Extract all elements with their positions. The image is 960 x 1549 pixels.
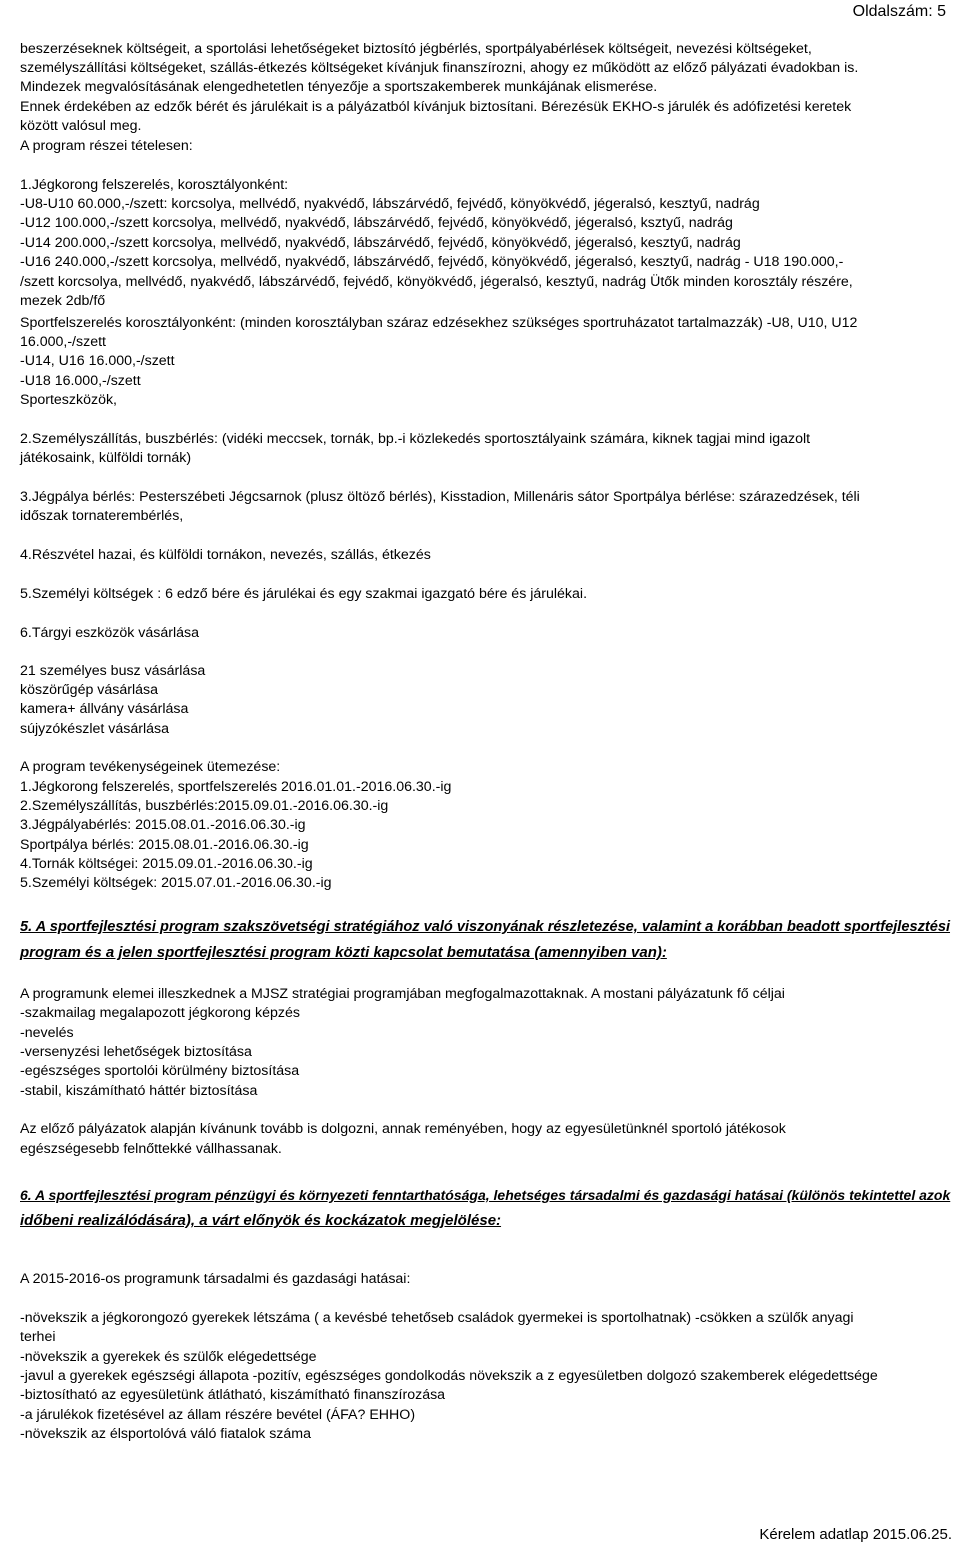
text-line: 6.Tárgyi eszközök vásárlása: [20, 625, 199, 641]
text-line: Sportfelszerelés korosztályonként: (minden korosztályban száraz edzésekhez szükséges sportruházatot tartalmazzák) -U8, U10, U12: [20, 315, 858, 331]
text-line: -U8-U10 60.000,-/szett: korcsolya, mellvédő, nyakvédő, lábszárvédő, fejvédő, könyökvédő, jégeralsó, kesztyű, nadrág: [20, 196, 760, 212]
text-line: -U14 200.000,-/szett korcsolya, mellvédő, nyakvédő, lábszárvédő, fejvédő, könyökvédő, jégeralsó, kesztyű, nadrág: [20, 235, 741, 251]
text-line: -növekszik a jégkorongozó gyerekek létszáma ( a kevésbé tehetőseb családok gyermekei is sportolhatnak) -csökken a szülők anyagi: [20, 1310, 854, 1326]
text-line: 3.Jégpályabérlés: 2015.08.01.-2016.06.30.-ig: [20, 817, 306, 833]
text-line: 21 személyes busz vásárlása: [20, 663, 206, 679]
text-line: Sporteszközök,: [20, 392, 117, 408]
text-line: -szakmailag megalapozott jégkorong képzés: [20, 1005, 300, 1021]
text-line: A program részei tételesen:: [20, 138, 193, 154]
text-line: között valósul meg.: [20, 118, 142, 134]
text-line: -biztosítható az egyesületünk átlátható, kiszámítható finanszírozása: [20, 1387, 446, 1403]
text-line: -egészséges sportolói körülmény biztosítása: [20, 1063, 300, 1079]
text-line: 5.Személyi költségek : 6 edző bére és járulékai és egy szakmai igazgató bére és járulékai.: [20, 586, 588, 602]
text-line: -U12 100.000,-/szett korcsolya, mellvédő, nyakvédő, lábszárvédő, fejvédő, könyökvédő, jégeralsó, ksztyű, nadrág: [20, 215, 733, 231]
text-line: /szett korcsolya, mellvédő, nyakvédő, lábszárvédő, fejvédő, könyökvédő, jégeralsó, kesztyű, nadrág Ütők minden korosztály részére,: [20, 274, 853, 290]
text-line: játékosaink, külföldi tornák): [20, 450, 192, 466]
text-line: Mindezek megvalósításának elengedhetetlen tényezője a sportszakemberek munkájának elismerése.: [20, 79, 658, 95]
text-line: Ennek érdekében az edzők bérét és járulékait is a pályázatból kívánjuk biztosítani. Bérezésük EKHO-s járulék és adófizetési keretek: [20, 99, 852, 115]
text-line: egészségesebb felnőttekké vállhassanak.: [20, 1141, 282, 1157]
text-line: 2.Személyszállítás, buszbérlés: (vidéki meccsek, tornák, bp.-i közlekedés sportosztályaink számára, kiknek tagjai mind igazolt: [20, 431, 811, 447]
text-line: 16.000,-/szett: [20, 334, 106, 350]
section-heading: program és a jelen sportfejlesztési program közti kapcsolat bemutatása (amennyiben van):: [20, 944, 667, 961]
text-line: sújyzókészlet vásárlása: [20, 721, 170, 737]
text-line: személyszállítási költségeket, szállás-étkezés költségeket kívánjuk finanszírozni, ahogy ez működött az előző pályázati évadokban is.: [20, 60, 859, 76]
text-line: -U14, U16 16.000,-/szett: [20, 353, 175, 369]
text-line: 2.Személyszállítás, buszbérlés:2015.09.01.-2016.06.30.-ig: [20, 798, 389, 814]
text-line: 1.Jégkorong felszerelés, sportfelszerelés 2016.01.01.-2016.06.30.-ig: [20, 779, 452, 795]
text-line: -növekszik az élsportolóvá váló fiatalok száma: [20, 1426, 311, 1442]
text-line: -stabil, kiszámítható háttér biztosítása: [20, 1083, 258, 1099]
text-line: terhei: [20, 1329, 56, 1345]
text-line: A program tevékenységeinek ütemezése:: [20, 759, 281, 775]
text-line: 3.Jégpálya bérlés: Pesterszébeti Jégcsarnok (plusz öltöző bérlés), Kisstadion, Millenáris sátor Sportpálya bérlése: szárazedzések, téli: [20, 489, 860, 505]
text-line: -versenyzési lehetőségek biztosítása: [20, 1044, 252, 1060]
section-heading: 5. A sportfejlesztési program szakszövetségi stratégiához való viszonyának részletezése, valamint a korábban beadott sportfejlesztési: [20, 919, 951, 935]
text-line: Az előző pályázatok alapján kívánunk tovább is dolgozni, annak reményében, hogy az egyesületünknél sportoló játékosok: [20, 1121, 786, 1137]
page-number: Oldalszám: 5: [852, 3, 946, 20]
text-line: 4.Tornák költségei: 2015.09.01.-2016.06.30.-ig: [20, 856, 313, 872]
text-line: -U16 240.000,-/szett korcsolya, mellvédő, nyakvédő, lábszárvédő, fejvédő, könyökvédő, jégeralsó, kesztyű, nadrág - U18 190.000,-: [20, 254, 844, 270]
text-line: mezek 2db/fő: [20, 293, 106, 309]
text-line: 4.Részvétel hazai, és külföldi tornákon, nevezés, szállás, étkezés: [20, 547, 431, 563]
section-heading: 6. A sportfejlesztési program pénzügyi és környezeti fenntarthatósága, lehetséges társadalmi és gazdasági hatásai (különös tekintettel azok: [20, 1187, 951, 1203]
section-heading: időbeni realizálódására), a várt előnyök és kockázatok megjelölése:: [20, 1212, 502, 1229]
text-line: beszerzéseknek költségeit, a sportolási lehetőségeket biztosító jégbérlés, sportpályabérlések költségeit, nevezési költségeket,: [20, 41, 812, 57]
text-line: Sportpálya bérlés: 2015.08.01.-2016.06.30.-ig: [20, 837, 309, 853]
text-line: -U18 16.000,-/szett: [20, 373, 141, 389]
text-line: -javul a gyerekek egészségi állapota -pozitív, egészséges gondolkodás növekszik a z egyesületben dolgozó szakemberek elégedettsége: [20, 1368, 878, 1384]
text-line: 5.Személyi költségek: 2015.07.01.-2016.06.30.-ig: [20, 875, 332, 891]
text-line: A 2015-2016-os programunk társadalmi és gazdasági hatásai:: [20, 1271, 411, 1287]
text-line: köszörűgép vásárlása: [20, 682, 159, 698]
text-line: A programunk elemei illeszkednek a MJSZ stratégiai programjában megfogalmazottaknak. A mostani pályázatunk fő céljai: [20, 986, 785, 1002]
text-line: -nevelés: [20, 1025, 74, 1041]
text-line: időszak tornaterembérlés,: [20, 508, 184, 524]
text-line: -növekszik a gyerekek és szülők elégedettsége: [20, 1349, 317, 1365]
footer-submission-info: Kérelem adatlap 2015.06.25.: [759, 1526, 952, 1543]
text-line: -a járulékok fizetésével az állam részére bevétel (ÁFA? EHHO): [20, 1407, 416, 1423]
text-line: 1.Jégkorong felszerelés, korosztályonként:: [20, 177, 289, 193]
text-line: kamera+ állvány vásárlása: [20, 701, 189, 717]
